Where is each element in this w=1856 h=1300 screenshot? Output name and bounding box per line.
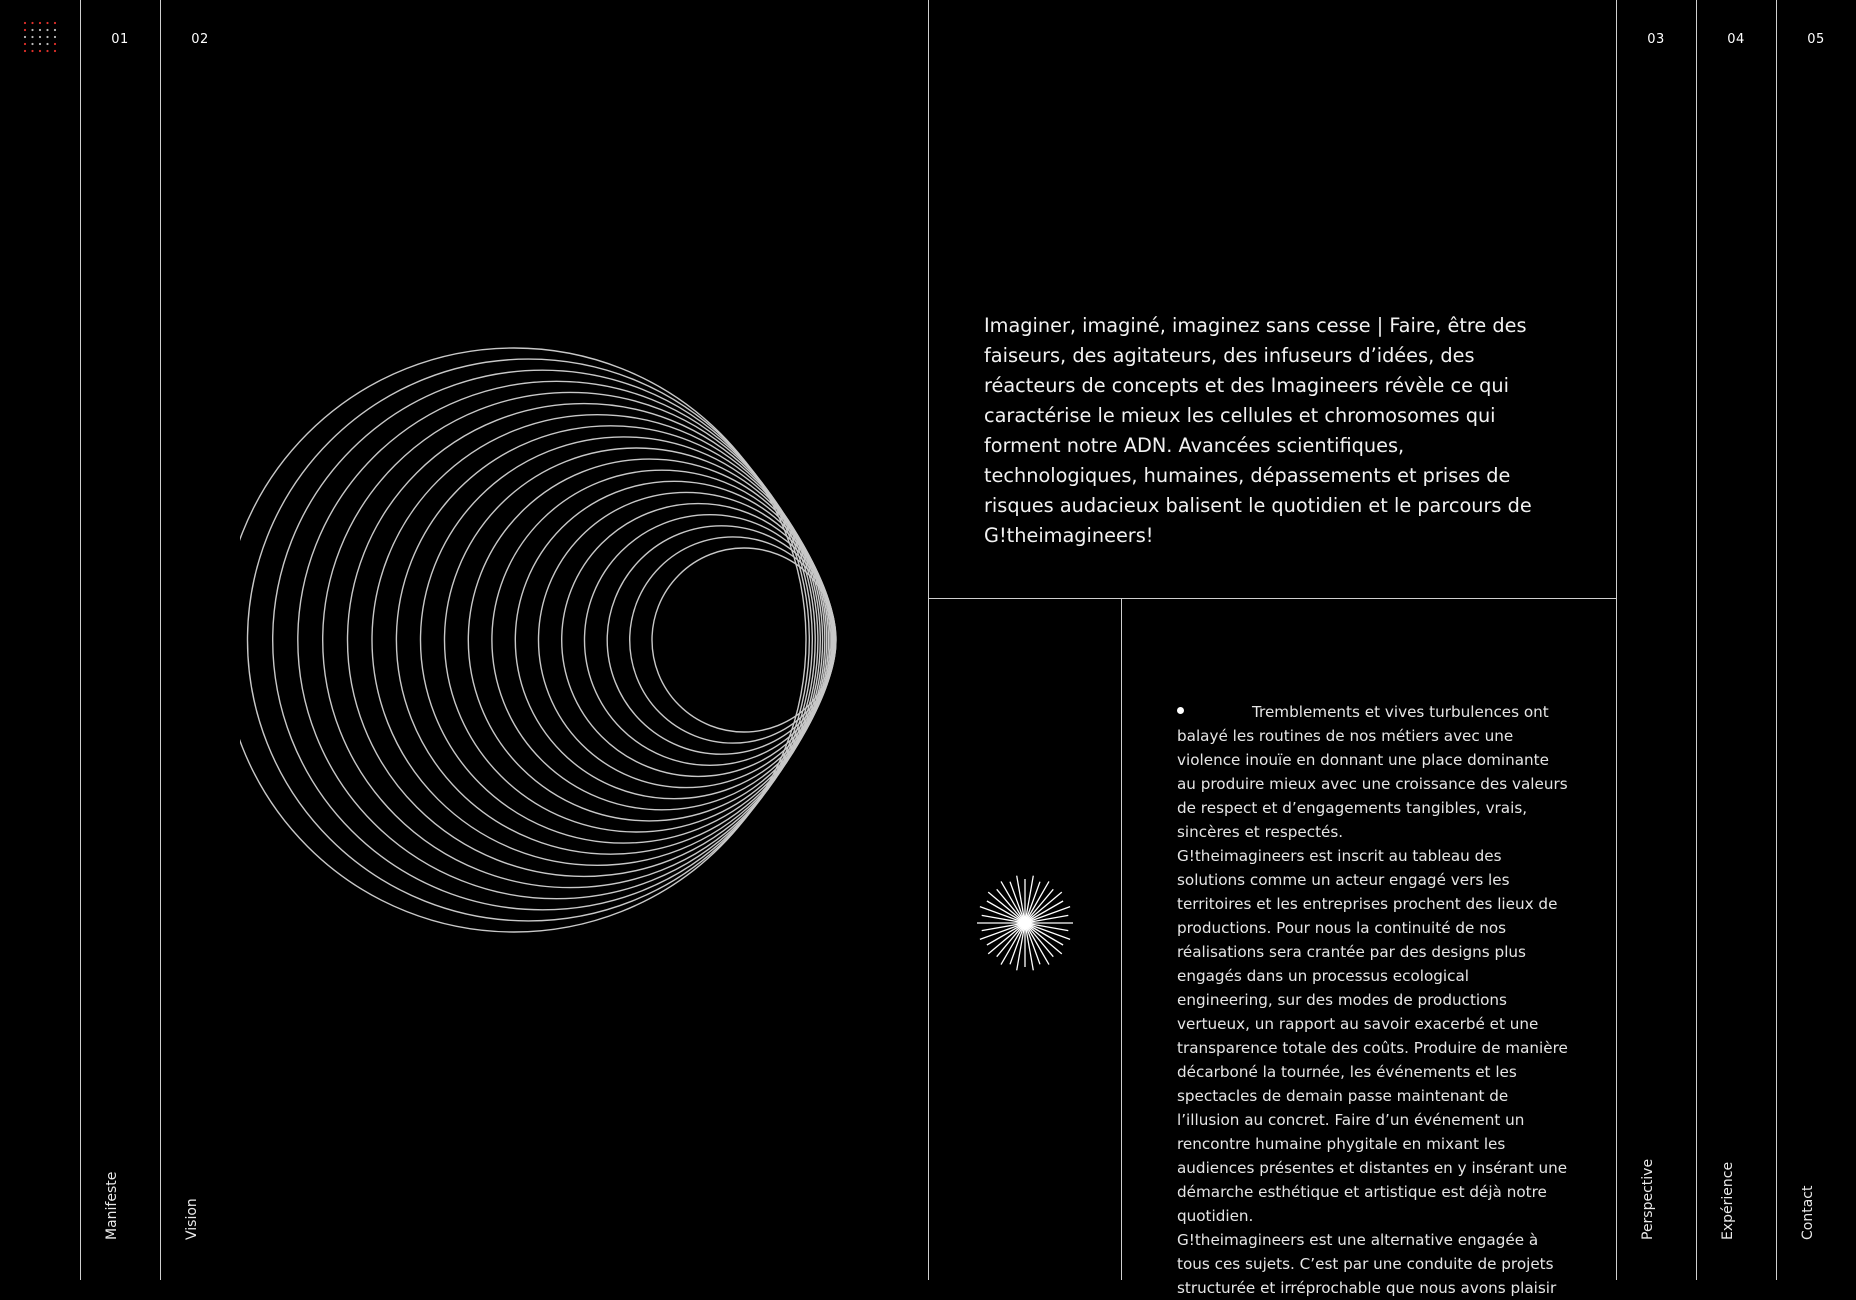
column-divider xyxy=(928,0,929,1280)
dot-grid-logo-icon[interactable] xyxy=(22,20,58,54)
nav-number: 01 xyxy=(111,32,129,47)
logo-dot xyxy=(31,50,33,52)
ring xyxy=(562,504,835,777)
nav-panel-experience[interactable] xyxy=(1696,0,1776,1280)
column-divider xyxy=(1121,598,1122,1280)
nav-panel-vision[interactable] xyxy=(160,0,240,1280)
logo-dot xyxy=(31,36,33,38)
starburst-icon xyxy=(972,872,1078,978)
ring xyxy=(515,481,832,798)
column-divider xyxy=(80,0,81,1280)
nav-number: 05 xyxy=(1807,32,1825,47)
body-paragraph-3: G!theimagineers est une alternative engagée à tous ces sujets. C’est par une conduite de projets structurée et irréprochable que nous avons plaisir xyxy=(1177,1231,1557,1297)
logo-dot xyxy=(24,22,26,24)
logo-dot xyxy=(46,50,48,52)
logo-dot xyxy=(54,29,56,31)
logo-dot xyxy=(31,22,33,24)
nav-panel-manifeste[interactable] xyxy=(80,0,160,1280)
intro-paragraph: Imaginer, imaginé, imaginez sans cesse | Faire, être des faiseurs, des agitateurs, des infuseurs d’idées, des réacteurs de concepts et des Imagineers révèle ce qui caractérise le mieux les cellules et chromosomes qui forment notre ADN. Avancées scientifiques, technologiques, humaines, dépassements et prises de risques audacieux balisent le quotidien et le parcours de G!theimagineers! xyxy=(984,314,1532,547)
nav-panel-contact[interactable] xyxy=(1776,0,1856,1280)
logo-dot xyxy=(24,43,26,45)
logo-dot xyxy=(46,36,48,38)
logo-dot xyxy=(39,50,41,52)
logo-dot xyxy=(24,36,26,38)
column-divider xyxy=(1696,0,1697,1280)
nav-label-experience: Expérience xyxy=(1720,1161,1736,1240)
column-divider xyxy=(1616,0,1617,1280)
bullet-dot-icon xyxy=(1177,707,1184,714)
ring xyxy=(298,381,815,898)
logo-dot xyxy=(39,36,41,38)
logo-dot xyxy=(54,43,56,45)
logo-dot xyxy=(24,50,26,52)
nav-label-contact: Contact xyxy=(1800,1185,1816,1240)
ring xyxy=(607,526,835,754)
nav-number: 03 xyxy=(1647,32,1665,47)
logo-dot xyxy=(54,22,56,24)
column-divider xyxy=(160,0,161,1280)
logo-dot xyxy=(24,29,26,31)
logo-dot xyxy=(39,22,41,24)
logo-dot xyxy=(46,43,48,45)
section-divider xyxy=(928,598,1616,599)
nav-label-manifeste: Manifeste xyxy=(104,1171,120,1240)
logo-dot xyxy=(31,43,33,45)
nav-label-vision: Vision xyxy=(184,1198,200,1240)
body-paragraph-2: G!theimagineers est inscrit au tableau des solutions comme un acteur engagé vers les territoires et les entreprises prochent des lieux de productions. Pour nous la continuité de nos réalisations sera crantée par des designs plus engagés dans un processus ecological engineering, sur des modes de productions vertueux, un rapport au savoir exacerbé et une transparence totale des coûts. Produire de manière décarboné la tournée, les événements et les spectacles de demain passe maintenant de l’illusion au concret. Faire d’un événement un rencontre humaine phygitale en mixant les audiences présentes et distantes en y insérant une démarche esthétique et artistique est déjà notre quotidien. xyxy=(1177,847,1568,1225)
logo-dot xyxy=(54,36,56,38)
column-divider xyxy=(1776,0,1777,1280)
logo-dot xyxy=(39,29,41,31)
logo-dot xyxy=(54,50,56,52)
concentric-rings-icon xyxy=(240,330,860,950)
nav-label-perspective: Perspective xyxy=(1640,1158,1656,1240)
nav-panel-perspective[interactable] xyxy=(1616,0,1696,1280)
burst-center xyxy=(1020,918,1030,928)
nav-number: 04 xyxy=(1727,32,1745,47)
ring xyxy=(652,548,836,732)
logo-dot xyxy=(31,29,33,31)
logo-dot xyxy=(46,22,48,24)
logo-dot xyxy=(46,29,48,31)
nav-number: 02 xyxy=(191,32,209,47)
body-paragraph-1: Tremblements et vives turbulences ont balayé les routines de nos métiers avec une violence inouïe en donnant une place dominante au produire mieux avec une croissance des valeurs de respect et d’engagements tangibles, vrais, sincères et respectés. xyxy=(1177,703,1568,841)
logo-dot xyxy=(39,43,41,45)
body-text xyxy=(1177,700,1569,1300)
